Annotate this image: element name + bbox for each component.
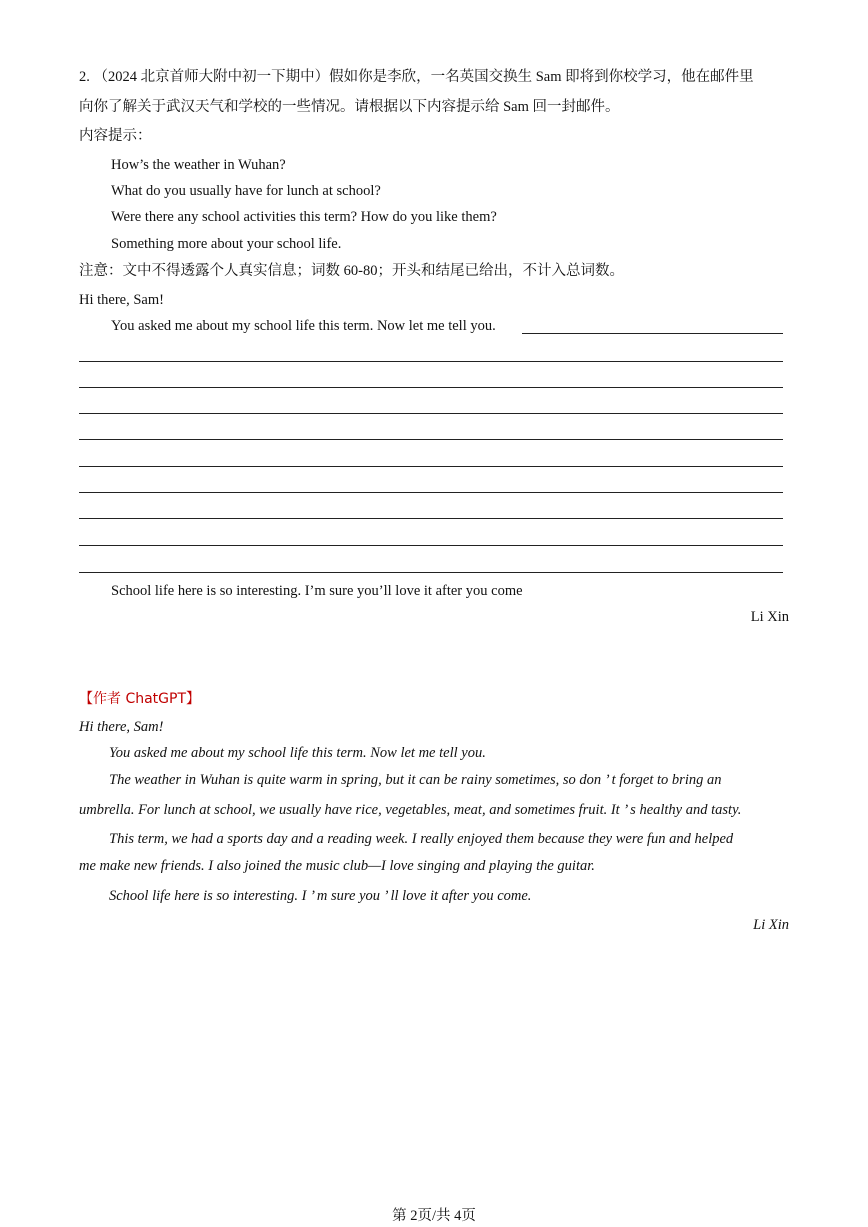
prompt-item: How’s the weather in Wuhan? [111, 157, 286, 173]
answer-paragraph: me make new friends. I also joined the music club—I love singing and playing the guitar. [79, 858, 595, 874]
question-line-2: 向你了解关于武汉天气和学校的一些情况。请根据以下内容提示给 Sam 回一封邮件。 [79, 99, 620, 115]
answer-signature: Li Xin [753, 917, 789, 933]
blank-line [79, 413, 783, 414]
prompt-label: 内容提示： [79, 128, 152, 144]
answer-greeting: Hi there, Sam! [79, 719, 164, 735]
author-tag: 【作者 ChatGPT】 [79, 691, 201, 707]
answer-paragraph: School life here is so interesting. I ’ m sure you ’ ll love it after you come. [109, 888, 532, 904]
question-line-1: 2. （2024 北京首师大附中初一下期中）假如你是李欣，一名英国交换生 Sam 即将到你校学习，他在邮件里 [79, 69, 754, 85]
prompt-item: Were there any school activities this term? How do you like them? [111, 209, 497, 225]
blank-line [79, 545, 783, 546]
blank-line [79, 466, 783, 467]
opening-sentence: You asked me about my school life this term. Now let me tell you. [111, 318, 496, 334]
answer-paragraph: umbrella. For lunch at school, we usually have rice, vegetables, meat, and sometimes fruit. It ’ s healthy and tasty. [79, 802, 742, 818]
page-number: 第 2页/共 4页 [392, 1208, 476, 1224]
blank-line [79, 518, 783, 519]
prompt-item: Something more about your school life. [111, 236, 342, 252]
greeting: Hi there, Sam! [79, 292, 164, 308]
blank-line [79, 387, 783, 388]
answer-paragraph: The weather in Wuhan is quite warm in spring, but it can be rainy sometimes, so don ’ t forget to bring an [109, 772, 722, 788]
blank-line [79, 572, 783, 573]
answer-paragraph: This term, we had a sports day and a reading week. I really enjoyed them because they were fun and helped [109, 831, 734, 847]
note: 注意：文中不得透露个人真实信息；词数 60-80；开头和结尾已给出，不计入总词数。 [79, 263, 624, 279]
blank-line [522, 333, 783, 334]
answer-paragraph: You asked me about my school life this term. Now let me tell you. [109, 745, 486, 761]
prompt-item: What do you usually have for lunch at school? [111, 183, 381, 199]
closing-sentence: School life here is so interesting. I’m sure you’ll love it after you come [111, 583, 523, 599]
blank-line [79, 492, 783, 493]
signature: Li Xin [750, 609, 789, 625]
blank-line [79, 439, 783, 440]
blank-line [79, 361, 783, 362]
